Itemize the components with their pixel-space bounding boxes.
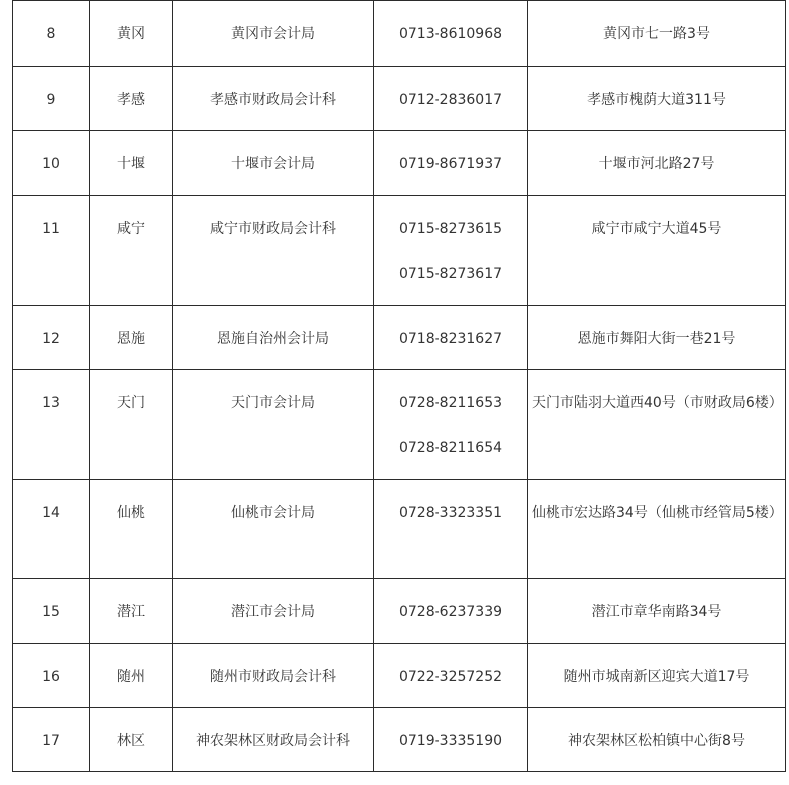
city-name: 仙桃 [117,505,145,521]
row-number: 9 [46,92,56,108]
address-cell [528,1,786,67]
row-number-cell [13,67,90,131]
office-name: 孝感市财政局会计科 [210,92,336,108]
table-row [13,579,786,644]
table-row [13,306,786,370]
phone-number: 0712-2836017 [398,92,503,108]
office-cell [173,708,374,772]
phone-number: 0719-8671937 [398,156,503,172]
city-name: 潜江 [117,604,145,620]
address-text: 随州市城南新区迎宾大道17号 [563,669,750,685]
city-cell [90,370,173,480]
city-cell [90,480,173,579]
office-cell [173,579,374,644]
office-cell [173,370,374,480]
address-text: 恩施市舞阳大街一巷21号 [577,331,736,347]
city-name: 恩施 [117,331,145,347]
address-text: 仙桃市宏达路34号（仙桃市经管局5楼） [532,505,783,521]
table-row [13,131,786,196]
city-cell [90,67,173,131]
row-number-cell [13,370,90,480]
office-cell [173,67,374,131]
phone-cell [374,1,528,67]
city-name: 随州 [117,669,145,685]
phone-number: 0728-6237339 [398,604,503,620]
city-cell [90,131,173,196]
row-number: 8 [46,26,56,42]
address-cell [528,644,786,708]
office-name: 潜江市会计局 [231,604,315,620]
table-row [13,1,786,67]
office-name: 神农架林区财政局会计科 [196,733,350,749]
address-cell [528,306,786,370]
table-row [13,644,786,708]
city-cell [90,708,173,772]
city-cell [90,196,173,306]
row-number-cell [13,196,90,306]
city-name: 咸宁 [117,221,145,237]
city-name: 孝感 [117,92,145,108]
row-number: 14 [42,505,60,521]
address-text: 黄冈市七一路3号 [603,26,710,42]
office-cell [173,1,374,67]
phone-cell [374,370,528,480]
address-text: 潜江市章华南路34号 [591,604,722,620]
phone-number: 0719-3335190 [398,733,503,749]
address-cell [528,131,786,196]
address-cell [528,370,786,480]
phone-number: 0718-8231627 [398,331,503,347]
row-number: 11 [42,221,60,237]
office-name: 黄冈市会计局 [231,26,315,42]
office-cell [173,196,374,306]
office-cell [173,480,374,579]
address-cell [528,579,786,644]
office-name: 随州市财政局会计科 [210,669,336,685]
table-row [13,708,786,772]
phone-cell [374,708,528,772]
address-cell [528,480,786,579]
city-name: 林区 [117,733,145,749]
city-cell [90,306,173,370]
phone-cell [374,196,528,306]
row-number: 17 [42,733,60,749]
phone-cell [374,579,528,644]
address-cell [528,196,786,306]
row-number-cell [13,1,90,67]
phone-number: 0722-3257252 [398,669,503,685]
row-number: 10 [42,156,60,172]
city-cell [90,644,173,708]
row-number-cell [13,306,90,370]
office-cell [173,306,374,370]
row-number-cell [13,644,90,708]
phone-number: 0728-8211653 [398,395,503,411]
address-cell [528,708,786,772]
row-number-cell [13,708,90,772]
phone-number: 0715-8273617 [398,266,503,282]
table-row [13,370,786,480]
address-text: 十堰市河北路27号 [598,156,715,172]
city-name: 十堰 [117,156,145,172]
office-cell [173,131,374,196]
row-number-cell [13,480,90,579]
accounting-office-table [12,0,786,772]
row-number-cell [13,131,90,196]
phone-number: 0715-8273615 [398,221,503,237]
city-cell [90,579,173,644]
office-name: 天门市会计局 [231,395,315,411]
office-name: 十堰市会计局 [231,156,315,172]
address-cell [528,67,786,131]
office-name: 恩施自治州会计局 [217,331,329,347]
row-number: 15 [42,604,60,620]
city-name: 天门 [117,395,145,411]
phone-number: 0713-8610968 [398,26,503,42]
phone-cell [374,306,528,370]
phone-cell [374,67,528,131]
office-name: 咸宁市财政局会计科 [210,221,336,237]
table-row [13,196,786,306]
address-text: 神农架林区松柏镇中心街8号 [568,733,745,749]
phone-cell [374,131,528,196]
table-row [13,67,786,131]
row-number: 12 [42,331,60,347]
phone-number: 0728-3323351 [398,505,503,521]
office-name: 仙桃市会计局 [231,505,315,521]
address-text: 天门市陆羽大道西40号（市财政局6楼） [532,395,783,411]
row-number-cell [13,579,90,644]
address-text: 孝感市槐荫大道311号 [587,92,726,108]
phone-number: 0728-8211654 [398,440,503,456]
row-number: 13 [42,395,60,411]
city-cell [90,1,173,67]
phone-cell [374,480,528,579]
phone-cell [374,644,528,708]
city-name: 黄冈 [117,26,145,42]
address-text: 咸宁市咸宁大道45号 [591,221,722,237]
table-row [13,480,786,579]
row-number: 16 [42,669,60,685]
office-cell [173,644,374,708]
